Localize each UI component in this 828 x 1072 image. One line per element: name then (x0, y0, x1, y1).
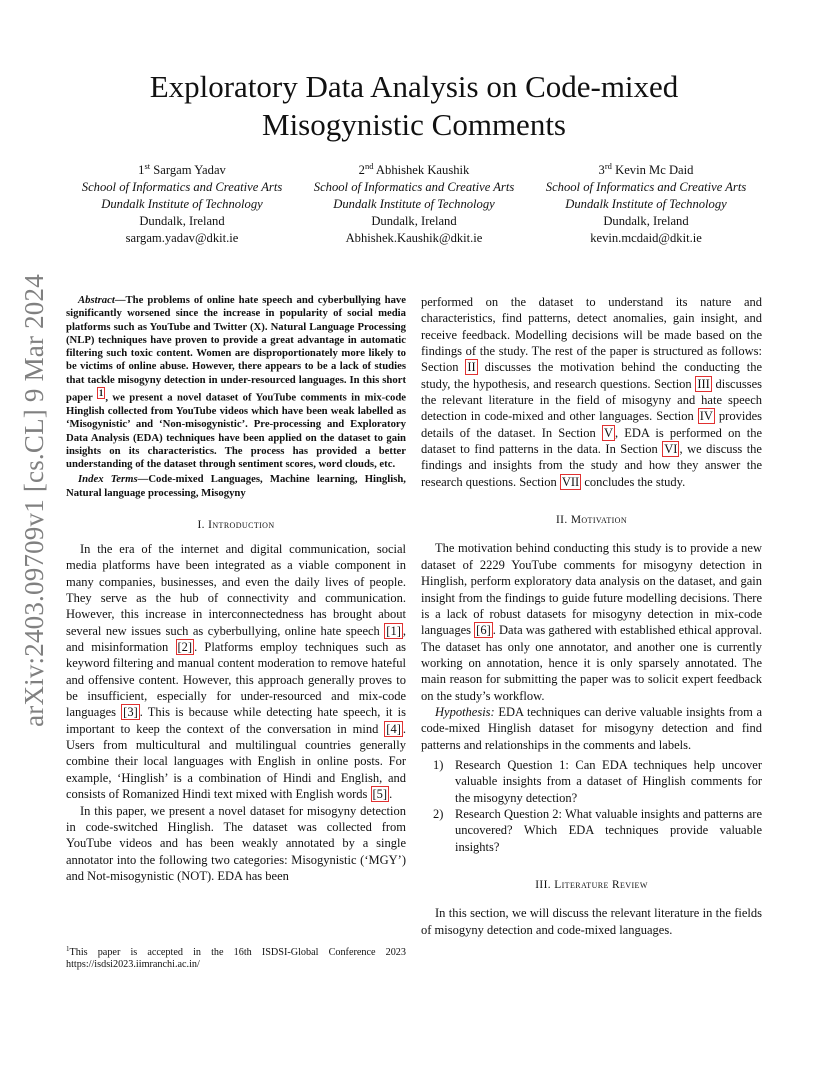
author-3-ordinal-suffix: rd (604, 161, 612, 171)
abstract (66, 294, 406, 471)
hypothesis-label: Hypothesis: (435, 704, 495, 719)
intro-cont-text-7: concludes the study. (581, 474, 686, 489)
author-3 (530, 162, 762, 247)
author-2-name-line (298, 162, 530, 179)
citation-link[interactable]: [5] (372, 787, 388, 802)
author-2 (298, 162, 530, 247)
literature-review-paragraph: In this section, we will discuss the relevant literature in the fields of misogyny detection and code-mixed languages. (421, 906, 762, 937)
motivation-paragraph (421, 540, 762, 703)
intro-text-2: , and misinformation (66, 623, 406, 655)
footnote-mark: 1 (66, 945, 70, 953)
intro-text-4: . This is because while detecting hate speech, it is important to keep the context of the conversation in mind (66, 705, 407, 736)
title-line-2: Misogynistic Comments (262, 107, 566, 142)
section-heading-literature-review: III. Literature Review (535, 879, 648, 891)
author-3-name-line (530, 162, 762, 179)
introduction-paragraph-1 (66, 541, 406, 803)
citation-link[interactable]: [1] (386, 623, 401, 638)
section-link[interactable]: VI (664, 442, 678, 457)
paper-title (60, 68, 768, 144)
intro-cont-text-3: discusses the relevant literature in the field of misogyny and hate speech detection in code-mixed and other languages. Section (421, 376, 763, 424)
citation-link[interactable]: [3] (123, 705, 138, 720)
section-link[interactable]: III (697, 376, 710, 391)
intro-cont-text-5: , EDA is performed on the dataset to find patterns in the data. In Section (421, 425, 762, 457)
intro-text-6: . (389, 787, 393, 802)
author-1-name: Sargam Yadav (153, 163, 226, 177)
introduction-continuation (421, 294, 762, 490)
author-2-ordinal: 2 (358, 163, 365, 177)
index-terms (66, 473, 406, 500)
author-2-name: Abhishek Kaushik (375, 163, 470, 177)
author-2-ordinal-suffix: nd (364, 161, 374, 171)
author-3-email[interactable]: kevin.mcdaid@dkit.ie (590, 231, 702, 245)
section-link[interactable]: II (467, 360, 476, 375)
index-terms-label: Index Terms (78, 473, 138, 486)
author-block (66, 162, 762, 247)
citation-link[interactable]: [2] (177, 640, 193, 655)
motivation-text-2: . Data was gathered with established ethical approval. The dataset has only one annotator, and another one is currently working on annotation, hence it is only sparsely annotated. The main reason for submitting the paper was to solicit expert feedback on the study’s workflow. (421, 623, 762, 703)
intro-text-3: . Platforms employ techniques such as keyword filtering and manual content moderation to remove hateful and offensive content. However, this approach generally proves to be insufficient, especially for under-resourced and mix-code languages (66, 640, 407, 720)
author-3-ordinal: 3 (598, 163, 605, 177)
arxiv-id-text: arXiv:2403.09709v1 [cs.CL] 9 Mar 2024 (18, 273, 49, 727)
author-3-institution: Dundalk Institute of Technology (565, 197, 727, 211)
footnote-text (66, 947, 406, 972)
section-heading-motivation: II. Motivation (555, 514, 628, 527)
research-question-2 (421, 806, 762, 855)
citation-link[interactable]: [4] (386, 721, 401, 736)
left-column (66, 294, 406, 884)
index-terms-text: —Code-mixed Languages, Machine learning, Hinglish, Natural language processing, Misogyny (66, 473, 406, 499)
abstract-text-part-1: —The problems of online hate speech and cyberbullying have significantly worsened since the increase in popularity of social media platforms such as YouTube and Twitter (X). Natural Language Processing (NLP) techniques have proven to provide a great advantage in automatic filtering such toxic content. Women are disproportionately more likely to be victims of online abuse. However, there appears to be a lack of studies that tackle misogyny detection in under-resourced languages. In this short paper (66, 294, 406, 404)
author-1 (66, 162, 298, 247)
intro-cont-text-2: discusses the motivation behind the conducting the study, the hypothesis, and research questions. Section (421, 360, 762, 391)
author-1-ordinal-suffix: st (144, 161, 151, 171)
author-1-location: Dundalk, Ireland (139, 214, 225, 228)
citation-link[interactable]: [6] (476, 623, 491, 638)
intro-cont-text-4: provides details of the dataset. In Section (421, 409, 762, 440)
author-1-affiliation: School of Informatics and Creative Arts (81, 180, 283, 194)
footnote (66, 947, 406, 972)
hypothesis-paragraph (421, 704, 762, 753)
abstract-label: Abstract (78, 294, 115, 306)
rq-1-number: 1) (433, 757, 444, 772)
hypothesis-text: EDA techniques can derive valuable insights from a code-mixed Hinglish dataset for misogyny detection and find patterns and relationships in the comments and labels. (421, 704, 762, 752)
author-2-email[interactable]: Abhishek.Kaushik@dkit.ie (345, 231, 483, 245)
motivation-text-1: The motivation behind conducting this study is to provide a new dataset of 2229 YouTube comments for misogyny detection in Hinglish, perform exploratory data analysis on the dataset, and gain insight from the findings to guide future modelling decisions. There is a lack of robust datasets for misogyny detection in mix-code languages (421, 541, 762, 638)
author-1-email[interactable]: sargam.yadav@dkit.ie (125, 231, 239, 245)
intro-text-5: . Users from multicultural and multilingual countries generally combine their local languages with English in online posts. For example, ‘Hinglish’ is a combination of Hindi and English, and consists of Romanized Hindi text mixed with English words (66, 721, 406, 802)
author-3-affiliation: School of Informatics and Creative Arts (545, 180, 747, 194)
rq-1-text: Research Question 1: Can EDA techniques help uncover valuable insights from a dataset of Hinglish comments for the misogyny detection? (455, 757, 762, 805)
section-link[interactable]: IV (699, 409, 713, 424)
author-3-name: Kevin Mc Daid (615, 163, 694, 177)
author-2-location: Dundalk, Ireland (371, 214, 457, 228)
section-link[interactable]: VII (561, 474, 580, 489)
abstract-text-part-2: , we present a novel dataset of YouTube comments in mix-code Hinglish collected from YouTube videos which have been weak labelled as ‘Misogynistic’ and ‘Non-misogynistic’. Pre-processing and Exploratory Data Analysis (EDA) techniques have been applied on the dataset to gain insights on its characteristics. The process has provided a better understanding of the dataset through sentiment scores, word clouds, etc. (66, 391, 407, 471)
author-2-institution: Dundalk Institute of Technology (333, 197, 495, 211)
author-2-affiliation: School of Informatics and Creative Arts (313, 180, 515, 194)
arxiv-identifier (16, 273, 52, 727)
introduction-paragraph-2: In this paper, we present a novel dataset for misogyny detection in code-switched Hinglish. The dataset was collected from YouTube videos and has been weakly annotated by a single annotator into the following two categories: Misogynistic (‘MGY’) and Not-misogynistic (NOT). EDA has been (66, 803, 406, 883)
section-link[interactable]: V (603, 425, 613, 440)
title-line-1: Exploratory Data Analysis on Code-mixed (149, 69, 679, 104)
intro-cont-text-1: performed on the dataset to understand its nature and characteristics, find patterns, detect anomalies, gain insight, and receive feedback. Modelling decisions will be made based on the findings of the study. The rest of the paper is structured as follows: Section (421, 295, 762, 375)
intro-cont-text-6: , we discuss the findings and insights from the study and how they answer the research questions. Section (421, 442, 762, 489)
intro-text-1: In the era of the internet and digital communication, social media platforms have been integrated as a viable component in many companies, businesses, and even the daily lives of people. They serve as the hub of connectivity and communication. However, this increase in interconnectedness has brought about several new issues such as cyberbullying, online hate speech (66, 542, 406, 638)
author-1-institution: Dundalk Institute of Technology (101, 197, 263, 211)
section-heading-introduction: I. Introduction (197, 519, 275, 532)
right-column (421, 294, 762, 938)
author-3-location: Dundalk, Ireland (603, 214, 689, 228)
footnote-body: This paper is accepted in the 16th ISDSI-Global Conference 2023 https://isdsi2023.iimranchi.ac.in/ (66, 947, 406, 971)
research-questions-list (421, 757, 762, 855)
rq-2-number: 2) (433, 806, 444, 821)
rq-2-text: Research Question 2: What valuable insights and patterns are uncovered? Which EDA techniques provide valuable insights? (455, 806, 762, 854)
author-1-ordinal: 1 (138, 163, 145, 177)
author-1-name-line (66, 162, 298, 179)
research-question-1 (421, 757, 762, 806)
footnote-link[interactable]: 1 (98, 388, 104, 399)
